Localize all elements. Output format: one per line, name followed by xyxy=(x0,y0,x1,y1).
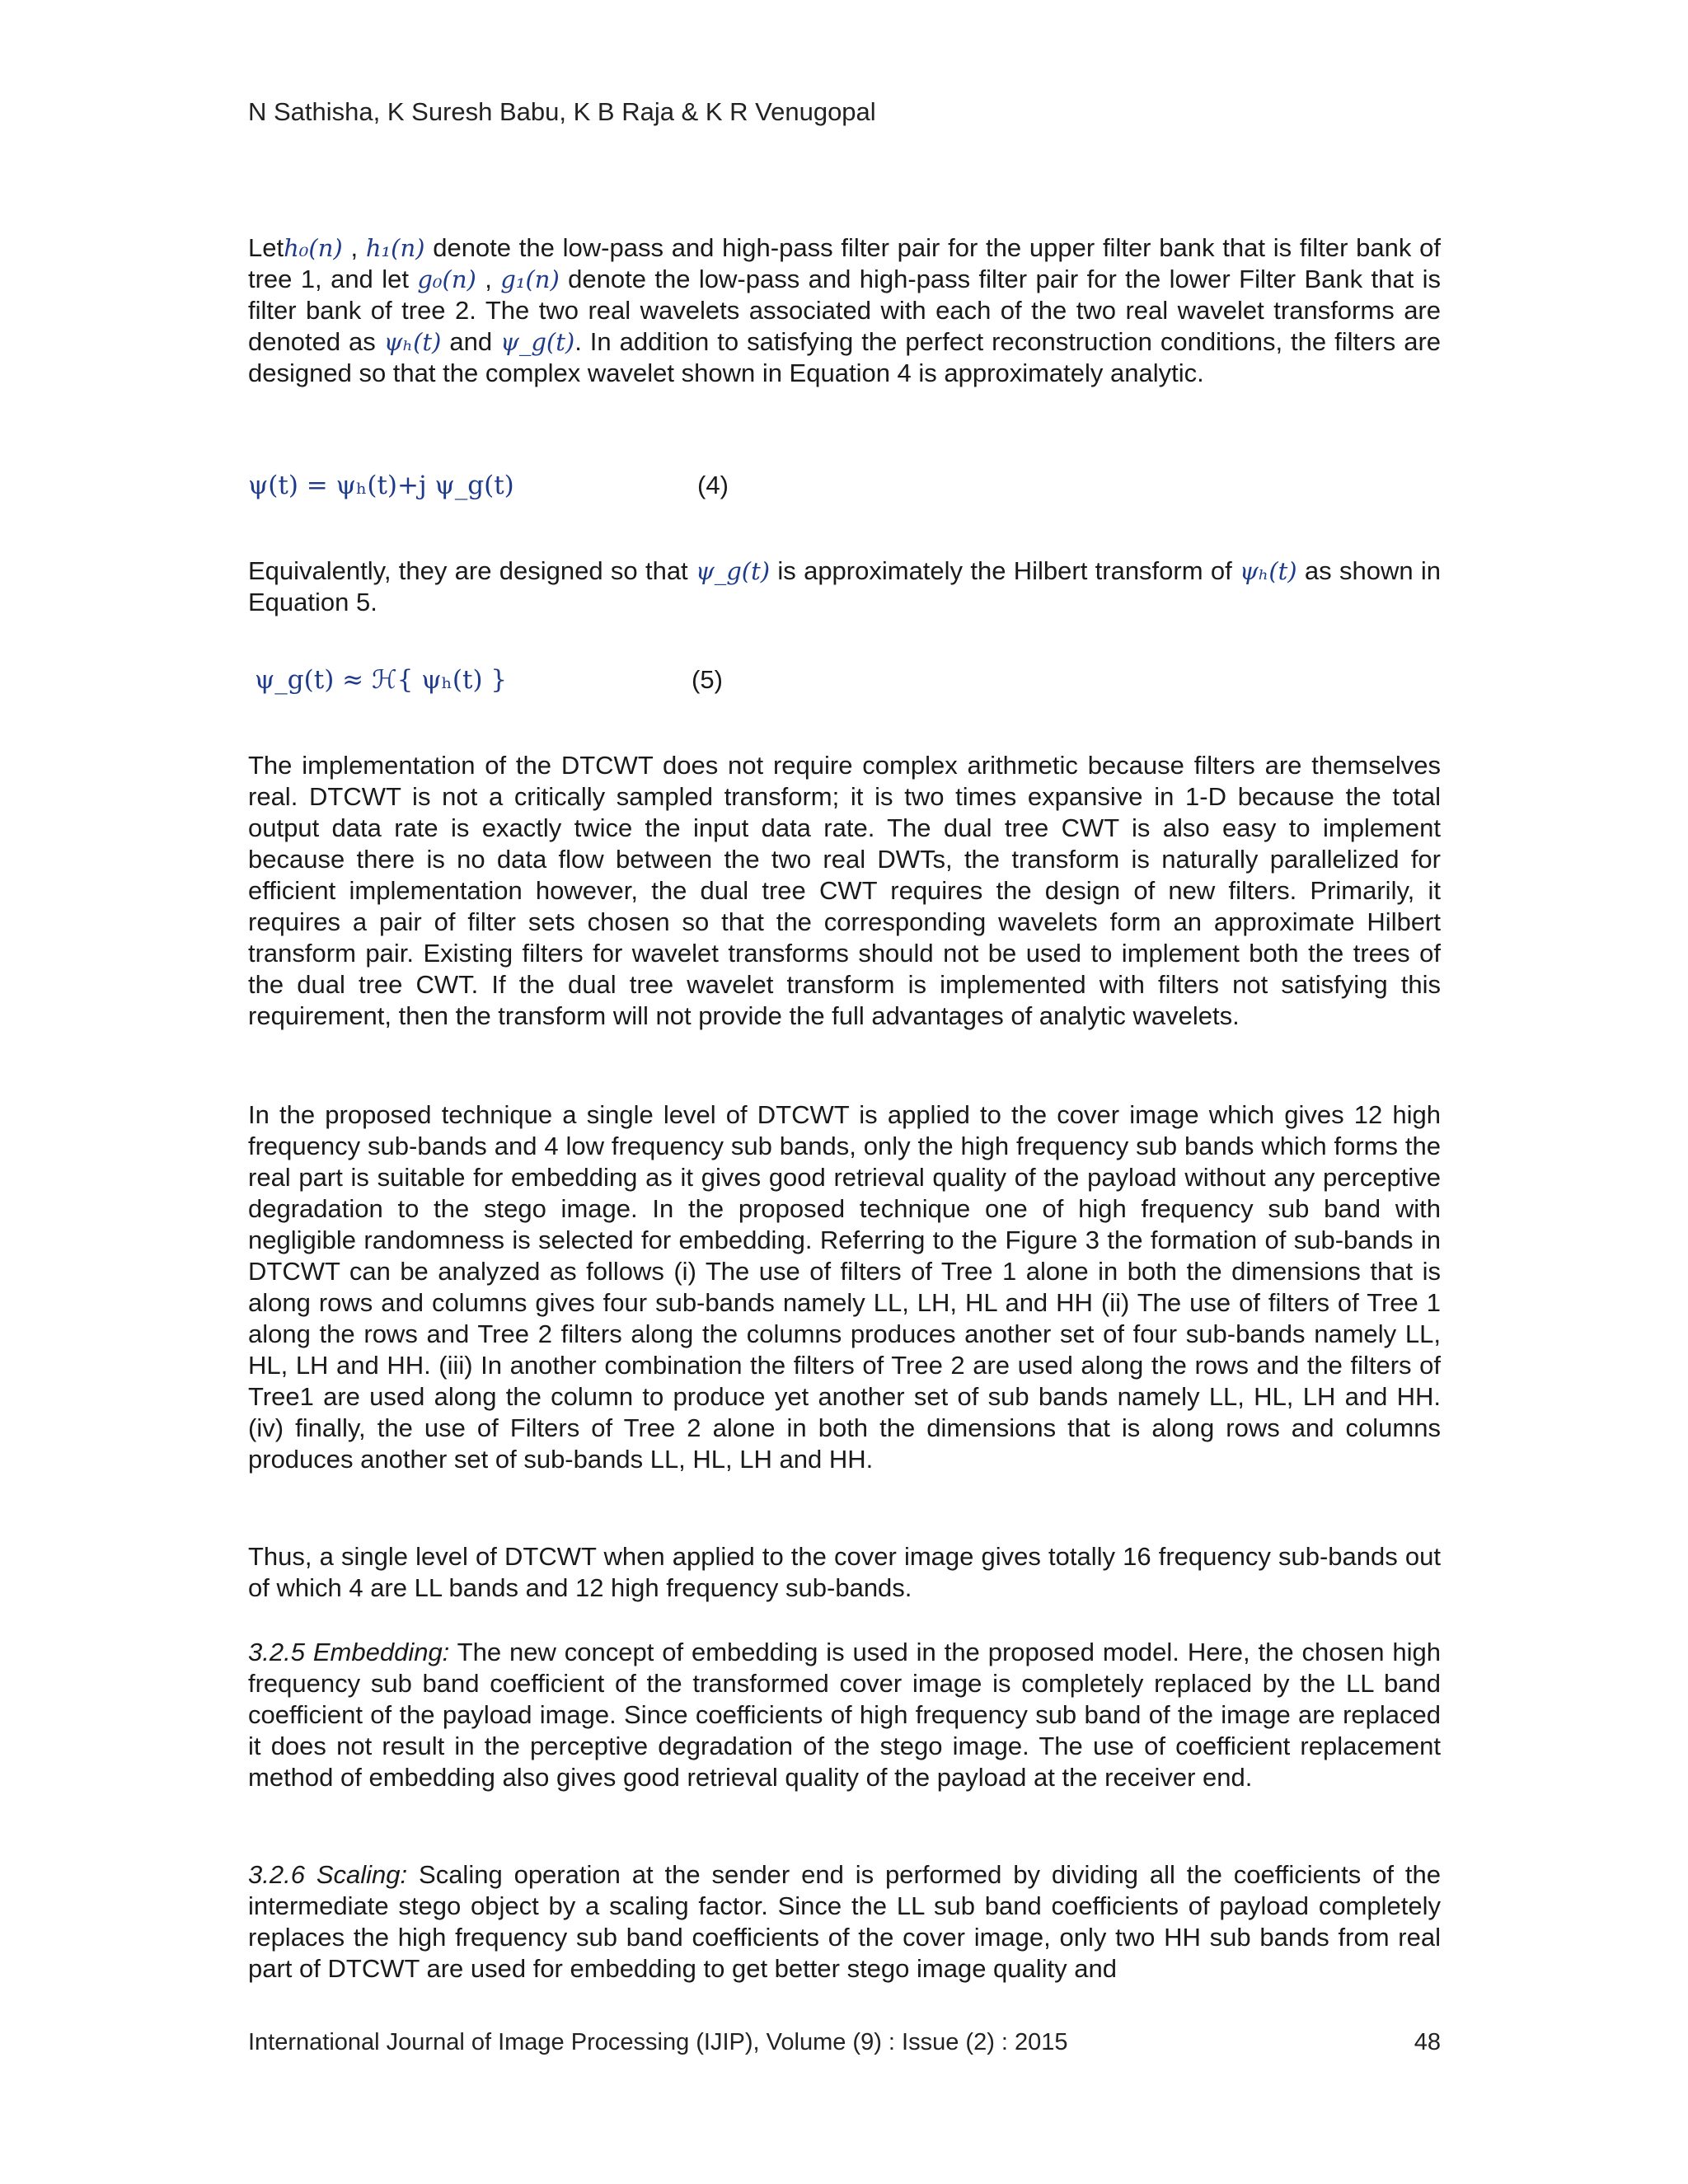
equation-4 xyxy=(248,471,729,500)
paragraph-subband-summary: Thus, a single level of DTCWT when applied to the cover image gives totally 16 frequency sub-bands out of which 4 are LL bands and 12 high frequency sub-bands. xyxy=(248,1542,1441,1602)
paragraph-hilbert: Equivalently, they are designed so that ψ_g(t) is approximately the Hilbert transform of ψₕ(t) as shown in Equation 5. xyxy=(248,556,1441,616)
equation-5-number: (5) xyxy=(692,665,723,694)
symbol-psi-g: ψ_g(t) xyxy=(695,557,771,585)
section-heading-embedding: 3.2.5 Embedding: xyxy=(248,1638,450,1666)
symbol-h1: h₁(n) xyxy=(365,234,425,262)
page-number: 48 xyxy=(1414,2029,1441,2055)
journal-citation: International Journal of Image Processing (IJIP), Volume (9) : Issue (2) : 2015 xyxy=(248,2029,1068,2055)
section-heading-scaling: 3.2.6 Scaling: xyxy=(248,1860,408,1889)
paragraph-proposed-technique: In the proposed technique a single level of DTCWT is applied to the cover image which gives 12 high frequency sub-bands and 4 low frequency sub bands, only the high frequency sub bands which forms the real part is suitable for embedding as it gives good retrieval quality of the payload without any perceptive degradation to the stego image. In the proposed technique one of high frequency sub band with negligible randomness is selected for embedding. Referring to the Figure 3 the formation of sub-bands in DTCWT can be analyzed as follows (i) The use of filters of Tree 1 alone in both the dimensions that is along rows and columns gives four sub-bands namely LL, LH, HL and HH (ii) The use of filters of Tree 1 along the rows and Tree 2 filters along the columns produces another set of four sub-bands namely LL, HL, LH and HH. (iii) In another combination the filters of Tree 2 are used along the rows and the filters of Tree1 are used along the column to produce yet another set of sub bands namely LL, HL, LH and HH. (iv) finally, the use of Filters of Tree 2 alone in both the dimensions that is along rows and columns produces another set of sub-bands LL, HL, LH and HH. xyxy=(248,1100,1441,1474)
symbol-psi-g: ψ_g(t) xyxy=(500,328,575,356)
equation-5-expression: ψ_g(t) ≈ ℋ{ ψₕ(t) } xyxy=(255,665,508,695)
equation-5 xyxy=(248,665,723,695)
equation-4-number: (4) xyxy=(697,471,729,499)
running-footer xyxy=(248,2029,1441,2056)
symbol-g0: g₀(n) xyxy=(417,265,476,293)
symbol-g1: g₁(n) xyxy=(500,265,560,293)
equation-4-expression: ψ(t) = ψₕ(t)+j ψ_g(t) xyxy=(248,471,514,500)
symbol-psi-h: ψₕ(t) xyxy=(383,328,442,356)
paragraph-dtcwt-implementation: The implementation of the DTCWT does not require complex arithmetic because filters are themselves real. DTCWT is not a critically sampled transform; it is two times expansive in 1-D because the total output data rate is exactly twice the input data rate. The dual tree CWT is also easy to implement because there is no data flow between the two real DWTs, the transform is naturally parallelized for efficient implementation however, the dual tree CWT requires the design of new filters. Primarily, it requires a pair of filter sets chosen so that the corresponding wavelets form an approximate Hilbert transform pair. Existing filters for wavelet transforms should not be used to implement both the trees of the dual tree CWT. If the dual tree wavelet transform is implemented with filters not satisfying this requirement, then the transform will not provide the full advantages of analytic wavelets. xyxy=(248,751,1441,1030)
symbol-psi-h: ψₕ(t) xyxy=(1240,557,1297,585)
paragraph-embedding: 3.2.5 Embedding: The new concept of embedding is used in the proposed model. Here, the chosen high frequency sub band coefficient of the transformed cover image is completely replaced by the LL band coefficient of the payload image. Since coefficients of high frequency sub band of the image are replaced it does not result in the perceptive degradation of the stego image. The use of coefficient replacement method of embedding also gives good retrieval quality of the payload at the receiver end. xyxy=(248,1638,1441,1792)
paragraph-scaling: 3.2.6 Scaling: Scaling operation at the sender end is performed by dividing all the coefficients of the intermediate stego object by a scaling factor. Since the LL sub band coefficients of payload completely replaces the high frequency sub band coefficients of the cover image, only two HH sub bands from real part of DTCWT are used for embedding to get better stego image quality and xyxy=(248,1860,1441,1983)
running-header: N Sathisha, K Suresh Babu, K B Raja & K R Venugopal xyxy=(248,97,876,126)
paragraph-filter-banks: Leth₀(n) , h₁(n) denote the low-pass and high-pass filter pair for the upper filter bank that is filter bank of tree 1, and let g₀(n) , g₁(n) denote the low-pass and high-pass filter pair for the lower Filter Bank that is filter bank of tree 2. The two real wavelets associated with each of the two real wavelet transforms are denoted as ψₕ(t) and ψ_g(t). In addition to satisfying the perfect reconstruction conditions, the filters are designed so that the complex wavelet shown in Equation 4 is approximately analytic. xyxy=(248,233,1442,387)
symbol-h0: h₀(n) xyxy=(284,234,343,262)
